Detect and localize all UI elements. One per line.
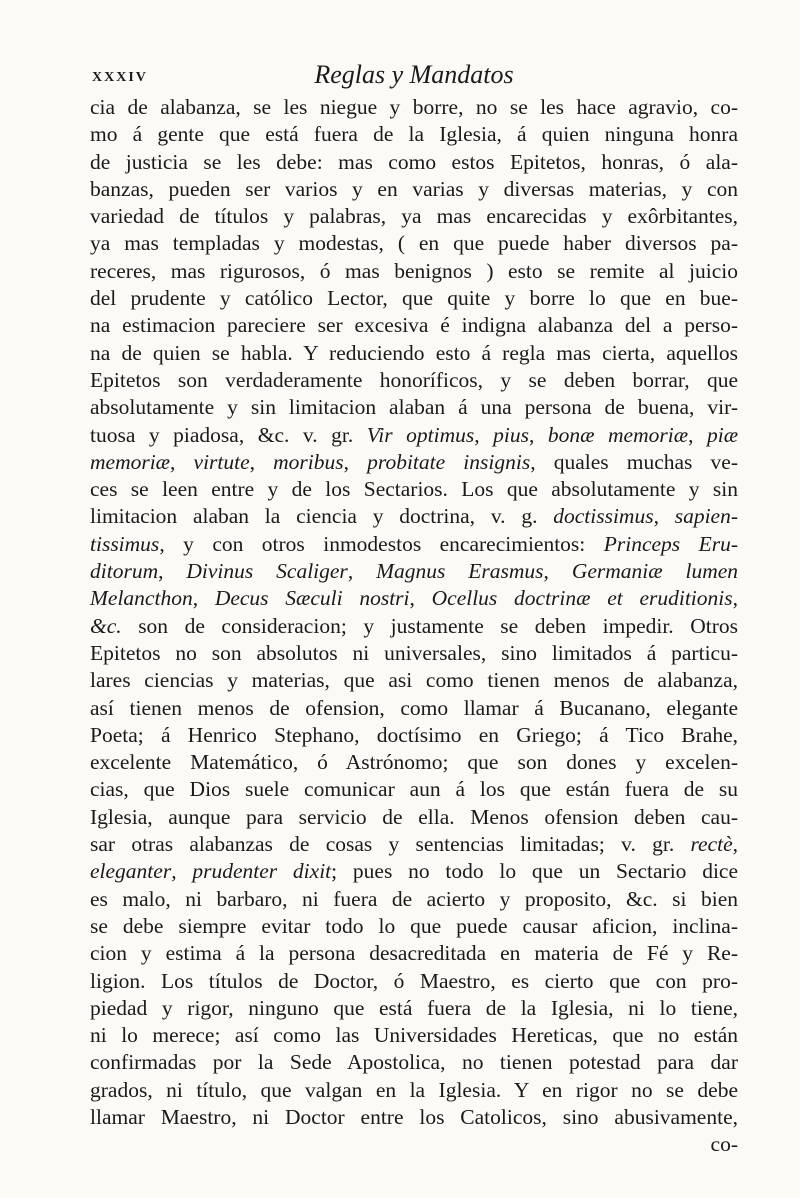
text-run: , quales muchas ve- bbox=[530, 449, 739, 474]
text-run: ni lo merece; así como las Universidades Hereticas, que no están bbox=[90, 1023, 738, 1048]
text-run: mo á gente que está fuera de la Iglesia, á quien ninguna honra bbox=[90, 122, 738, 147]
text-line bbox=[90, 449, 738, 476]
text-line bbox=[90, 558, 738, 585]
text-line bbox=[90, 422, 738, 449]
text-run: llamar Maestro, ni Doctor entre los Catolicos, sino abusivamente, bbox=[90, 1104, 738, 1129]
text-line bbox=[90, 776, 738, 803]
text-run: , bbox=[347, 559, 377, 584]
italic-text: doctissimus bbox=[553, 504, 654, 529]
italic-text: rectè bbox=[690, 832, 733, 857]
text-run: del prudente y católico Lector, que quite y borre lo que en bue- bbox=[90, 286, 738, 311]
page-header bbox=[90, 60, 738, 92]
italic-text: sapien- bbox=[674, 504, 738, 529]
text-run: de justicia se les debe: mas como estos Epitetos, honras, ó ala- bbox=[90, 149, 738, 174]
italic-text: Ocellus doctrinæ et eruditionis bbox=[431, 586, 733, 611]
text-line bbox=[90, 585, 738, 612]
text-run: , bbox=[171, 859, 193, 884]
text-run: Iglesia, aunque para servicio de ella. Menos ofension deben cau- bbox=[90, 804, 738, 829]
text-line bbox=[90, 1077, 738, 1104]
italic-text: Melancthon bbox=[90, 586, 193, 611]
text-run: na de quien se habla. Y reduciendo esto á regla mas cierta, aquellos bbox=[90, 340, 738, 365]
text-line bbox=[90, 121, 738, 148]
text-run: , bbox=[653, 504, 675, 529]
text-run: cias, que Dios suele comunicar aun á los que están fuera de su bbox=[90, 777, 738, 802]
text-run: , bbox=[249, 449, 274, 474]
text-run: tuosa y piadosa, &c. v. gr. bbox=[90, 422, 367, 447]
text-line bbox=[90, 285, 738, 312]
text-run: , bbox=[543, 559, 572, 584]
text-run: lares ciencias y materias, que asi como tienen menos de alabanza, bbox=[90, 668, 738, 693]
italic-text: piæ bbox=[706, 422, 739, 447]
italic-text: Magnus Erasmus bbox=[376, 559, 544, 584]
text-run: absolutamente y sin limitacion alaban á una persona de buena, vir- bbox=[90, 395, 738, 420]
text-line bbox=[90, 531, 738, 558]
text-run: excelente Matemático, ó Astrónomo; que son dones y excelen- bbox=[90, 750, 738, 775]
text-line bbox=[90, 1022, 738, 1049]
text-line bbox=[90, 203, 738, 230]
folio-number: XXXIV bbox=[92, 70, 148, 85]
text-run: ces se leen entre y de los Sectarios. Los que absolutamente y sin bbox=[90, 477, 738, 502]
italic-text: probitate insignis bbox=[367, 449, 531, 474]
text-run: se debe siempre evitar todo lo que puede causar aficion, inclina- bbox=[90, 913, 738, 938]
text-run: banzas, pueden ser varios y en varias y diversas materias, y con bbox=[90, 176, 738, 201]
text-line bbox=[90, 367, 738, 394]
running-title: Reglas y Mandatos bbox=[314, 60, 514, 89]
italic-text: moribus bbox=[273, 449, 344, 474]
text-run: limitacion alaban la ciencia y doctrina, v. g. bbox=[90, 504, 554, 529]
italic-text: prudenter dixit bbox=[192, 859, 332, 884]
text-line bbox=[90, 640, 738, 667]
text-run: ligion. Los títulos de Doctor, ó Maestro, es cierto que con pro- bbox=[90, 968, 738, 993]
text-line bbox=[90, 749, 738, 776]
text-line bbox=[90, 695, 738, 722]
text-line bbox=[90, 1104, 738, 1131]
text-line bbox=[90, 667, 738, 694]
italic-text: virtute bbox=[193, 449, 250, 474]
text-line bbox=[90, 340, 738, 367]
text-run: , bbox=[474, 422, 494, 447]
text-run: son de consideracion; y justamente se deben impedir. Otros bbox=[121, 613, 738, 638]
text-run: , bbox=[192, 586, 215, 611]
text-run: Epitetos no son absolutos ni universales, sino limitados á particu- bbox=[90, 640, 738, 665]
text-run: , bbox=[688, 422, 707, 447]
text-run: receres, mas rigurosos, ó mas benignos ) esto se remite al juicio bbox=[90, 258, 738, 283]
text-line bbox=[90, 230, 738, 257]
text-line bbox=[90, 94, 738, 121]
text-run: es malo, ni barbaro, ni fuera de acierto y proposito, &c. si bien bbox=[90, 886, 738, 911]
italic-text: ditorum bbox=[90, 559, 159, 584]
text-run: piedad y rigor, ninguno que está fuera de la Iglesia, ni lo tiene, bbox=[90, 995, 738, 1020]
text-run: , bbox=[170, 449, 194, 474]
text-line bbox=[90, 258, 738, 285]
text-line bbox=[90, 312, 738, 339]
italic-text: memoriæ bbox=[90, 449, 171, 474]
text-line bbox=[90, 858, 738, 885]
text-run: sar otras alabanzas de cosas y sentencias limitadas; v. gr. bbox=[90, 832, 691, 857]
text-run: , bbox=[732, 586, 738, 611]
text-line bbox=[90, 176, 738, 203]
italic-text: Divinus Scaliger bbox=[186, 559, 348, 584]
text-line bbox=[90, 886, 738, 913]
text-run: , bbox=[529, 422, 548, 447]
body-text bbox=[90, 94, 738, 1131]
text-run: , y con otros inmodestos encarecimientos: bbox=[159, 531, 604, 556]
text-run: cia de alabanza, se les niegue y borre, no se les hace agravio, co- bbox=[90, 95, 738, 119]
text-run: Epitetos son verdaderamente honoríficos, y se deben borrar, que bbox=[90, 367, 738, 392]
text-run: grados, ni título, que valgan en la Iglesia. Y en rigor no se debe bbox=[90, 1077, 738, 1102]
book-page bbox=[90, 60, 738, 1159]
text-line bbox=[90, 149, 738, 176]
text-run: ; pues no todo lo que un Sectario dice bbox=[331, 859, 739, 884]
text-line bbox=[90, 722, 738, 749]
text-run: Poeta; á Henrico Stephano, doctísimo en Griego; á Tico Brahe, bbox=[90, 722, 738, 747]
text-line bbox=[90, 613, 738, 640]
text-run: así tienen menos de ofension, como llamar á Bucanano, elegante bbox=[90, 695, 738, 720]
text-line bbox=[90, 913, 738, 940]
text-run: cion y estima á la persona desacreditada en materia de Fé y Re- bbox=[90, 941, 738, 966]
text-run: na estimacion pareciere ser excesiva é indigna alabanza del a perso- bbox=[90, 313, 738, 338]
text-run: confirmadas por la Sede Apostolica, no tienen potestad para dar bbox=[90, 1050, 738, 1075]
text-line bbox=[90, 476, 738, 503]
text-line bbox=[90, 1049, 738, 1076]
italic-text: Decus Sæculi nostri bbox=[214, 586, 410, 611]
italic-text: Princeps Eru- bbox=[603, 531, 738, 556]
text-line bbox=[90, 503, 738, 530]
text-run: , bbox=[158, 559, 187, 584]
italic-text: eleganter bbox=[90, 859, 172, 884]
text-line bbox=[90, 940, 738, 967]
text-line bbox=[90, 831, 738, 858]
text-line bbox=[90, 394, 738, 421]
text-run: , bbox=[409, 586, 432, 611]
catchword: co- bbox=[710, 1132, 738, 1157]
italic-text: bonæ memoriæ bbox=[547, 422, 689, 447]
italic-text: pius bbox=[493, 422, 530, 447]
italic-text: &c. bbox=[90, 613, 122, 638]
italic-text: Germaniæ lumen bbox=[571, 559, 739, 584]
italic-text: Vir optimus bbox=[366, 422, 475, 447]
text-line bbox=[90, 995, 738, 1022]
text-line bbox=[90, 968, 738, 995]
text-line bbox=[90, 804, 738, 831]
text-run: ya mas templadas y modestas, ( en que puede haber diversos pa- bbox=[90, 231, 738, 256]
text-run: variedad de títulos y palabras, ya mas encarecidas y exôrbitantes, bbox=[90, 204, 738, 229]
text-run: , bbox=[343, 449, 368, 474]
italic-text: tissimus bbox=[90, 531, 160, 556]
text-run: , bbox=[732, 832, 738, 857]
